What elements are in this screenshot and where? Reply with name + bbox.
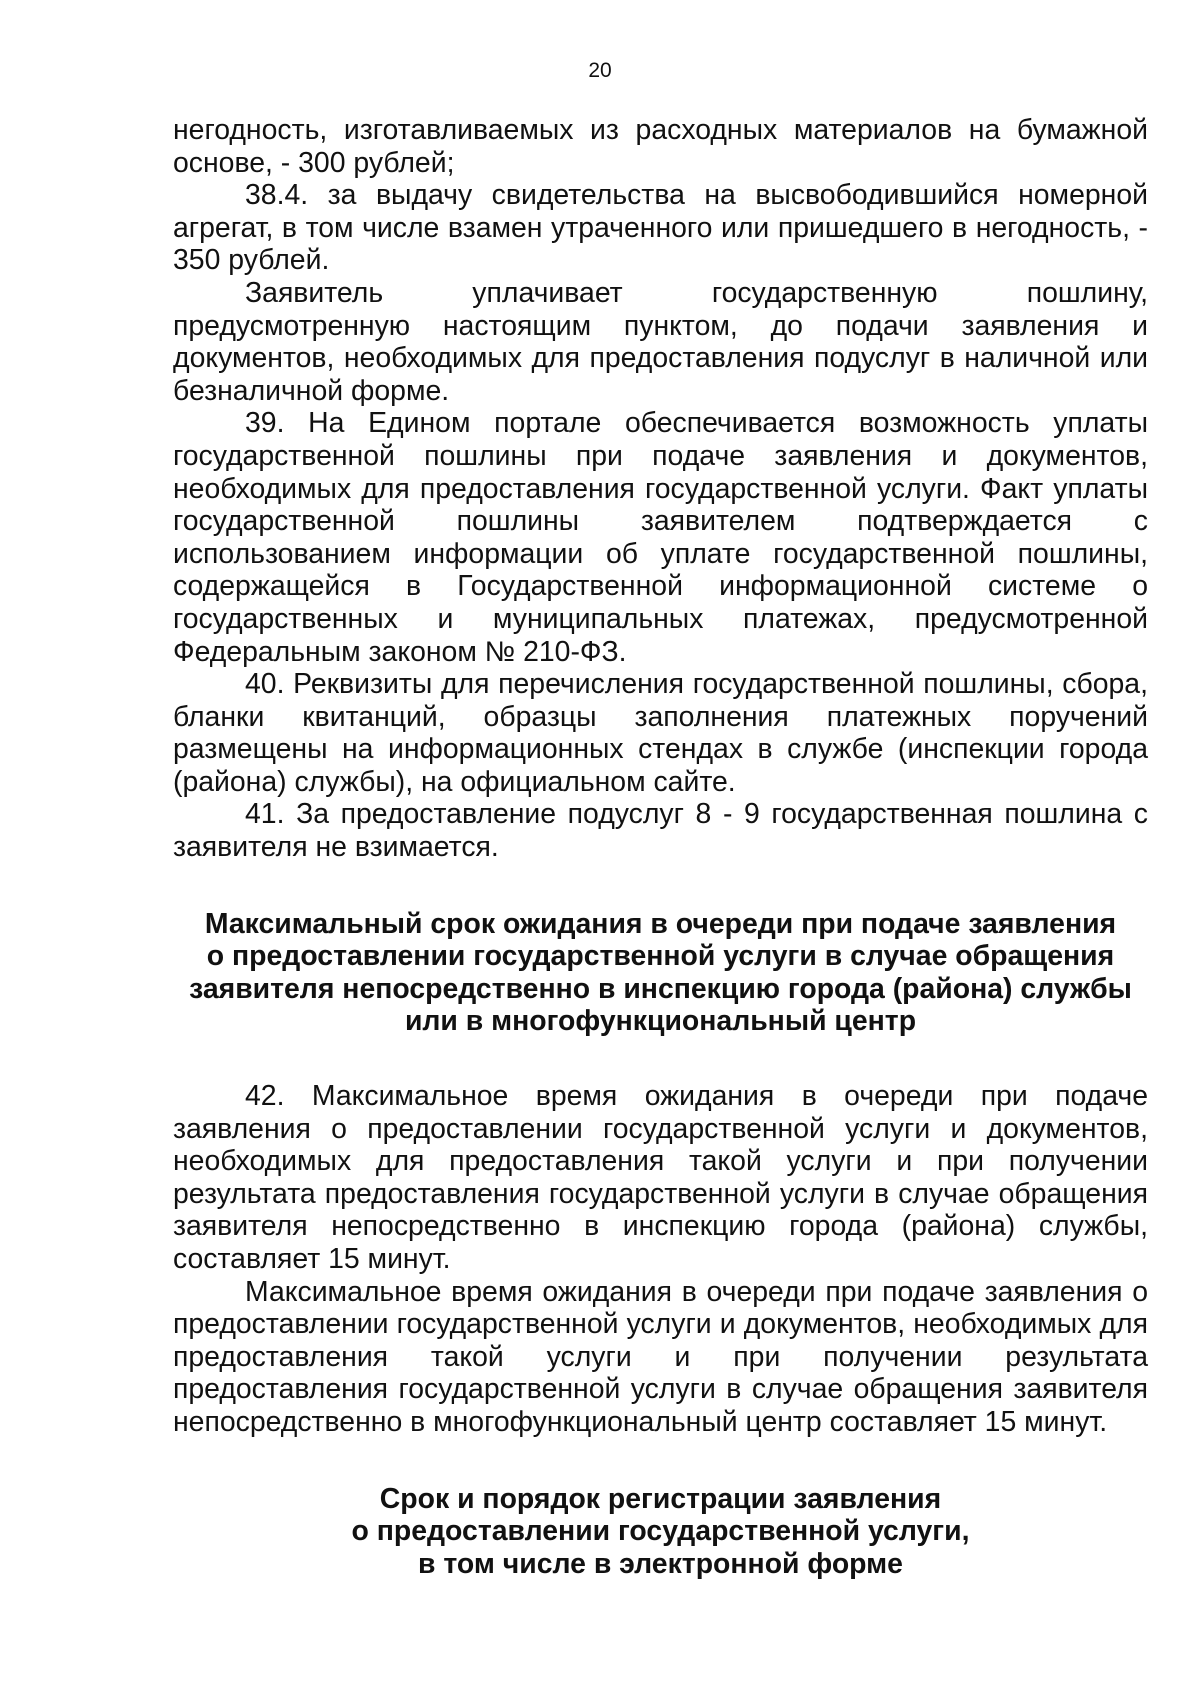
heading-line: Максимальный срок ожидания в очереди при подаче заявления bbox=[204, 907, 1117, 940]
paragraph-38-4: 38.4. за выдачу свидетельства на высвободившийся номерной агрегат, в том числе взамен утраченного или пришедшего в негодность, - 350 рублей. bbox=[173, 179, 1148, 277]
heading-line: или в многофункциональный центр bbox=[404, 1005, 917, 1038]
section-heading-waiting-time bbox=[173, 908, 1148, 1038]
paragraph-41: 41. За предоставление подуслуг 8 - 9 государственная пошлина с заявителя не взимается. bbox=[173, 798, 1148, 864]
heading-line: о предоставлении государственной услуги в случае обращения bbox=[206, 940, 1115, 973]
paragraph-continuation: негодность, изготавливаемых из расходных материалов на бумажной основе, - 300 рублей; bbox=[173, 114, 1148, 179]
paragraph-mfc-waiting: Максимальное время ожидания в очереди при подаче заявления о предоставлении государственной услуги и документов, необходимых для предоставления такой услуги и при получении результата предоставления государственной услуги в случае обращения заявителя непосредственно в многофункциональный центр составляет 15 минут. bbox=[173, 1275, 1148, 1438]
document-body bbox=[173, 114, 1148, 1580]
paragraph-42: 42. Максимальное время ожидания в очереди при подаче заявления о предоставлении государственной услуги и документов, необходимых для предоставления такой услуги и при получении результата предоставления государственной услуги в случае обращения заявителя непосредственно в инспекцию города (района) службы, составляет 15 минут. bbox=[173, 1080, 1148, 1275]
page-number: 20 bbox=[588, 59, 612, 82]
heading-line: Срок и порядок регистрации заявления bbox=[379, 1482, 942, 1515]
paragraph-39: 39. На Едином портале обеспечивается возможность уплаты государственной пошлины при подаче заявления и документов, необходимых для предоставления государственной услуги. Факт уплаты государственной пошлины заявителем подтверждается с использованием информации об уплате государственной пошлины, содержащейся в Государственной информационной системе о государственных и муниципальных платежах, предусмотренной Федеральным законом № 210-ФЗ. bbox=[173, 407, 1148, 668]
heading-line: заявителя непосредственно в инспекцию города (района) службы bbox=[189, 972, 1132, 1005]
heading-line: в том числе в электронной форме bbox=[418, 1547, 903, 1580]
paragraph-40: 40. Реквизиты для перечисления государственной пошлины, сбора, бланки квитанций, образцы заполнения платежных поручений размещены на информационных стендах в службе (инспекции города (района) службы), на официальном сайте. bbox=[173, 668, 1148, 798]
paragraph-applicant-pays: Заявитель уплачивает государственную пошлину, предусмотренную настоящим пунктом, до подачи заявления и документов, необходимых для предоставления подуслуг в наличной или безналичной форме. bbox=[173, 276, 1148, 407]
heading-line: о предоставлении государственной услуги, bbox=[351, 1515, 970, 1548]
section-heading-registration bbox=[173, 1483, 1148, 1581]
